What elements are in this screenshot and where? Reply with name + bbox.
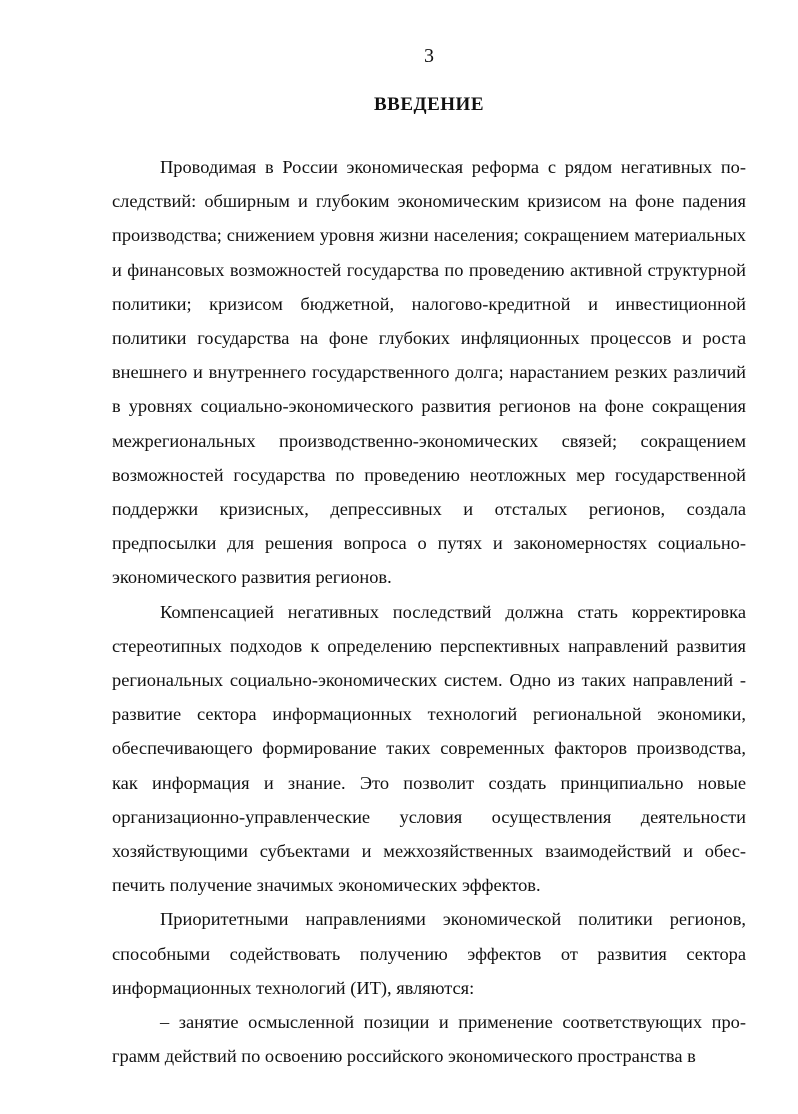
body-text (112, 150, 746, 1073)
page-title: ВВЕДЕНИЕ (374, 94, 484, 115)
paragraph-list-item: – занятие осмысленной позиции и применение соответствующих программ действий по освоению российского экономического пространства в (112, 1012, 746, 1067)
page-number: 3 (424, 45, 434, 67)
paragraph-reform-consequences: Проводимая в России экономическая реформа с рядом негативных последствий: обширным и глубоким экономическим кризисом на фоне падения производства; снижением уровня жизни населения; сокращением материальных и финансовых возможностей государства по проведению активной структурной политики; кризисом бюджетной, налогово-кредитной и инвестиционной политики государства на фоне глубоких инфляционных процессов и роста внешнего и внутреннего государственного долга; нарастанием резких различий в уровнях социально-экономического развития регионов на фоне сокращения межрегиональных производственно-экономических связей; сокращением возможностей государства по проведению неотложных мер государственной поддержки кризисных, депрессивных и отсталых регионов, создала предпосылки для решения вопроса о путях и закономерностях социально-экономического развития регионов. (112, 157, 746, 588)
paragraph-priorities: Приоритетными направлениями экономической политики регионов, способными содействовать получению эффектов от развития сектора информационных технологий (ИТ), являются: (112, 909, 746, 998)
paragraph-compensation: Компенсацией негативных последствий должна стать корректировка стереотипных подходов к определению перспективных направлений развития региональных социально-экономических систем. Одно из таких направлений - развитие сектора информационных технологий региональной экономики, обеспечивающего формирование таких современных факторов производства, как информация и знание. Это позволит создать принципиально новые организационно-управленческие условия осуществления деятельности хозяйствующими субъектами и межхозяйственных взаимодействий и обеспечить получение значимых экономических эффектов. (112, 601, 746, 896)
